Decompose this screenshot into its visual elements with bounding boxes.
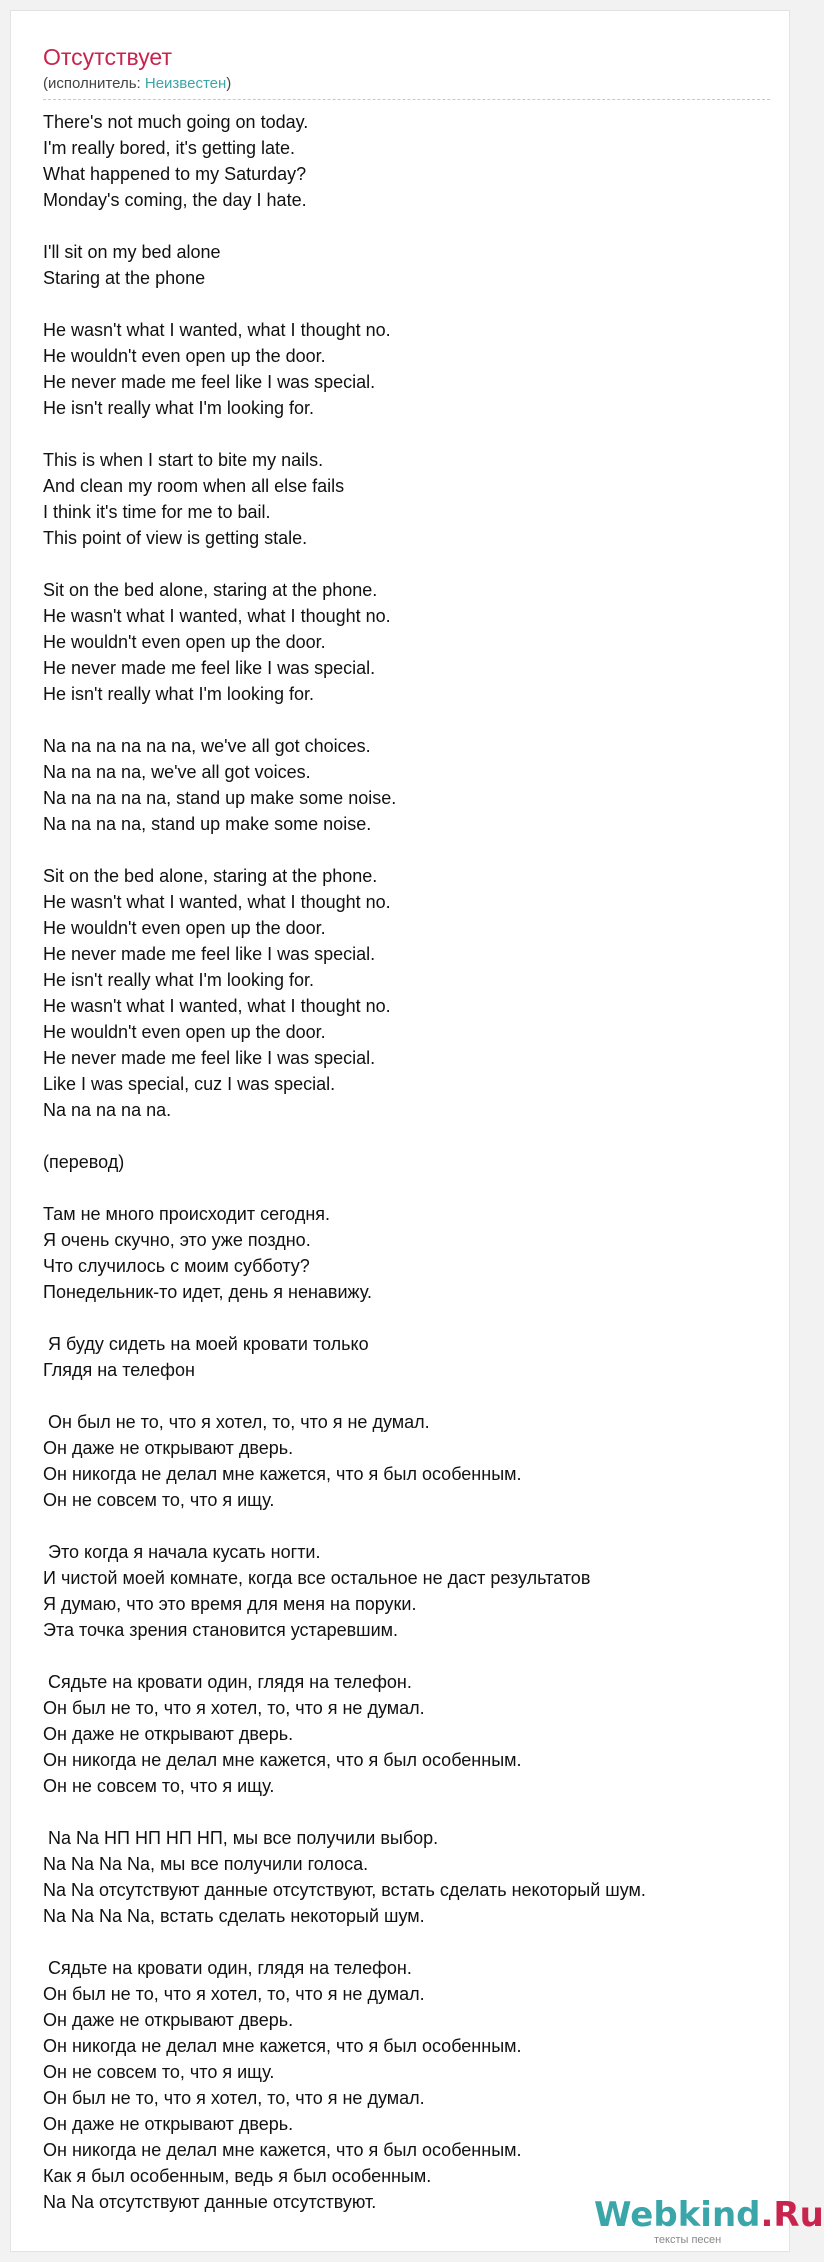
lyric-line: Sit on the bed alone, staring at the phone.: [43, 580, 378, 600]
lyrics-stanza: [43, 1331, 783, 1383]
lyric-line: Na Na Na Na, встать сделать некоторый шум.: [43, 1906, 425, 1926]
lyric-line: Он даже не открывают дверь.: [43, 1724, 294, 1744]
lyric-line: Он был не то, что я хотел, то, что я не думал.: [43, 2088, 425, 2108]
title-divider: [43, 99, 770, 100]
lyrics-stanza: [43, 733, 783, 837]
lyric-line: Na na na na na, stand up make some noise.: [43, 788, 397, 808]
lyric-line: Глядя на телефон: [43, 1360, 195, 1380]
lyric-line: He wouldn't even open up the door.: [43, 632, 326, 652]
lyrics-card: [10, 10, 824, 2252]
lyric-line: Sit on the bed alone, staring at the phone.: [43, 866, 378, 886]
lyric-line: I'll sit on my bed alone: [43, 242, 221, 262]
logo-name: Webkind: [594, 2195, 761, 2235]
lyric-line: Он не совсем то, что я ищу.: [43, 1776, 275, 1796]
lyric-line: There's not much going on today.: [43, 112, 309, 132]
lyric-line: Я думаю, что это время для меня на поруки.: [43, 1594, 417, 1614]
site-logo[interactable]: [594, 2195, 824, 2255]
lyric-line: Что случилось с моим субботу?: [43, 1256, 310, 1276]
lyric-line: Он даже не открывают дверь.: [43, 1438, 294, 1458]
lyric-line: И чистой моей комнате, когда все остальное не даст результатов: [43, 1568, 591, 1588]
lyric-line: Он никогда не делал мне кажется, что я был особенным.: [43, 2140, 522, 2160]
lyric-line: Он никогда не делал мне кажется, что я был особенным.: [43, 1464, 522, 1484]
lyric-line: Na na na na, stand up make some noise.: [43, 814, 372, 834]
lyric-line: Эта точка зрения становится устаревшим.: [43, 1620, 399, 1640]
lyric-line: Na na na na na.: [43, 1100, 172, 1120]
lyric-line: Na Na отсутствуют данные отсутствуют.: [43, 2192, 377, 2212]
lyric-line: Он был не то, что я хотел, то, что я не думал.: [43, 1984, 425, 2004]
lyric-line: Он даже не открывают дверь.: [43, 2114, 294, 2134]
lyrics-stanza: [43, 1149, 783, 1175]
lyric-line: He wouldn't even open up the door.: [43, 918, 326, 938]
lyric-line: He wasn't what I wanted, what I thought no.: [43, 320, 391, 340]
lyric-line: He never made me feel like I was special.: [43, 372, 376, 392]
lyrics-stanza: [43, 1669, 783, 1799]
lyric-line: This point of view is getting stale.: [43, 528, 308, 548]
lyric-line: I think it's time for me to bail.: [43, 502, 271, 522]
lyric-line: Сядьте на кровати один, глядя на телефон.: [43, 1672, 412, 1692]
lyric-line: Я буду сидеть на моей кровати только: [43, 1334, 369, 1354]
logo-tagline: тексты песен: [654, 2234, 722, 2246]
lyric-line: I'm really bored, it's getting late.: [43, 138, 295, 158]
lyric-line: He never made me feel like I was special.: [43, 1048, 376, 1068]
lyrics-body: [43, 109, 783, 2215]
lyric-line: Он был не то, что я хотел, то, что я не думал.: [43, 1698, 425, 1718]
lyric-line: Он никогда не делал мне кажется, что я был особенным.: [43, 1750, 522, 1770]
lyric-line: Я очень скучно, это уже поздно.: [43, 1230, 311, 1250]
lyric-line: He isn't really what I'm looking for.: [43, 970, 314, 990]
lyrics-stanza: [43, 447, 783, 551]
lyrics-stanza: [43, 577, 783, 707]
lyric-line: He isn't really what I'm looking for.: [43, 398, 314, 418]
lyric-line: He wasn't what I wanted, what I thought no.: [43, 996, 391, 1016]
lyric-line: Там не много происходит сегодня.: [43, 1204, 331, 1224]
lyric-line: Na na na na na na, we've all got choices.: [43, 736, 371, 756]
lyrics-stanza: [43, 1409, 783, 1513]
lyrics-stanza: [43, 1825, 783, 1929]
lyric-line: Это когда я начала кусать ногти.: [43, 1542, 321, 1562]
lyrics-stanza: [43, 239, 783, 291]
lyric-line: Он был не то, что я хотел, то, что я не думал.: [43, 1412, 430, 1432]
lyrics-stanza: [43, 317, 783, 421]
artist-prefix: (исполнитель:: [43, 75, 145, 92]
lyric-line: He wasn't what I wanted, what I thought no.: [43, 606, 391, 626]
lyric-line: He wasn't what I wanted, what I thought no.: [43, 892, 391, 912]
lyric-line: Na Na НП НП НП НП, мы все получили выбор.: [43, 1828, 439, 1848]
lyric-line: Он не совсем то, что я ищу.: [43, 2062, 275, 2082]
artist-link[interactable]: Неизвестен: [144, 75, 227, 92]
lyrics-stanza: [43, 109, 783, 213]
lyric-line: Na na na na, we've all got voices.: [43, 762, 311, 782]
logo-tld: .Ru: [760, 2195, 824, 2235]
logo-text: [594, 2195, 824, 2235]
lyrics-stanza: [43, 1201, 783, 1305]
lyric-line: Он не совсем то, что я ищу.: [43, 1490, 275, 1510]
lyrics-stanza: [43, 1539, 783, 1643]
lyric-line: He wouldn't even open up the door.: [43, 1022, 326, 1042]
artist-suffix: ): [226, 75, 232, 92]
lyric-line: He wouldn't even open up the door.: [43, 346, 326, 366]
lyric-line: Понедельник-то идет, день я ненавижу.: [43, 1282, 372, 1302]
artist-line: [43, 75, 231, 93]
lyric-line: Monday's coming, the day I hate.: [43, 190, 307, 210]
lyric-line: What happened to my Saturday?: [43, 164, 307, 184]
lyric-line: Он никогда не делал мне кажется, что я был особенным.: [43, 2036, 522, 2056]
lyric-line: Like I was special, cuz I was special.: [43, 1074, 336, 1094]
lyric-line: Na Na отсутствуют данные отсутствуют, встать сделать некоторый шум.: [43, 1880, 646, 1900]
lyric-line: (перевод): [43, 1152, 125, 1172]
lyric-line: He never made me feel like I was special.: [43, 944, 376, 964]
lyric-line: He isn't really what I'm looking for.: [43, 684, 314, 704]
lyric-line: Он даже не открывают дверь.: [43, 2010, 294, 2030]
lyric-line: Staring at the phone: [43, 268, 206, 288]
lyric-line: Как я был особенным, ведь я был особенным.: [43, 2166, 432, 2186]
lyric-line: Na Na Na Na, мы все получили голоса.: [43, 1854, 369, 1874]
lyric-line: And clean my room when all else fails: [43, 476, 345, 496]
lyric-line: He never made me feel like I was special.: [43, 658, 376, 678]
lyrics-stanza: [43, 1955, 783, 2215]
lyric-line: Сядьте на кровати один, глядя на телефон.: [43, 1958, 412, 1978]
lyrics-stanza: [43, 863, 783, 1123]
song-title: Отсутствует: [43, 44, 172, 70]
lyric-line: This is when I start to bite my nails.: [43, 450, 324, 470]
